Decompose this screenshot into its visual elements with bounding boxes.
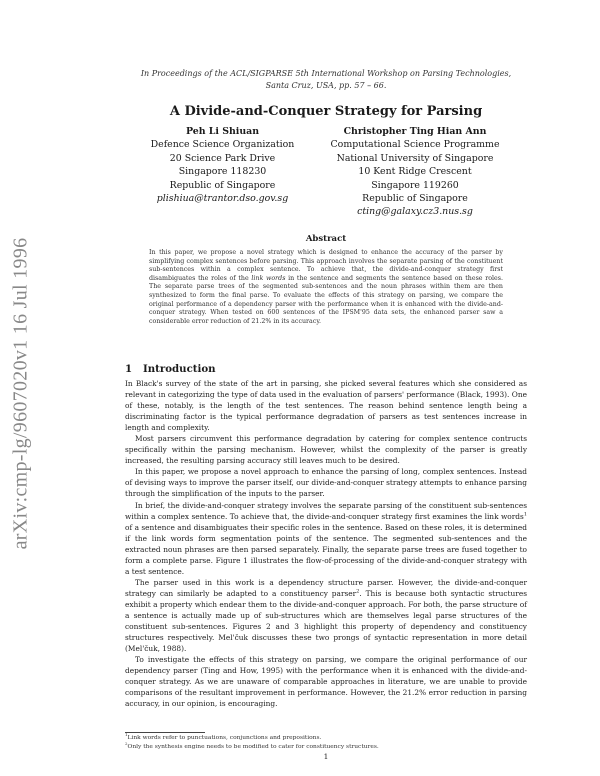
author-affiliation-line: Singapore 119260 — [371, 179, 459, 191]
author-block-2 — [303, 125, 527, 219]
author-affiliation-line: National University of Singapore — [336, 152, 494, 164]
paragraph-text: The parser used in this work is a dependency structure parser. However, the divide-and-conquer strategy can similarly be adapted to a constituency parser — [125, 577, 527, 598]
author-affiliation-line: Singapore 118230 — [178, 166, 267, 178]
footnote — [125, 734, 321, 742]
author-name: Christopher Ting Hian Ann — [343, 126, 487, 137]
author-email: plishiua@trantor.dso.gov.sg — [156, 193, 289, 205]
arxiv-watermark — [6, 208, 36, 578]
section-number: 1 — [125, 363, 133, 375]
abstract-text-part: in the sentence and segments the sentence based on these roles. The separate parse trees of the segmented sub-sentences and the noun phrases within them are then synthesized to form the final parse. To evaluate the effects of this strategy on parsing, we compare the original performance of a dependency parser with the performance when it is enhanced with the divide-and-conquer strategy. When tested on 600 sentences of the IPSM'95 data sets, the enhanced parser saw a considerable error reduction of 21.2% in its accuracy. — [149, 274, 503, 325]
footnote-mark: 2 — [125, 741, 128, 747]
author-name: Peh Li Shiuan — [185, 126, 260, 137]
author-email: cting@galaxy.cz3.nus.sg — [357, 206, 473, 218]
author-block-1 — [125, 125, 320, 205]
section-title: Introduction — [143, 363, 216, 375]
footnote-rule — [125, 732, 205, 733]
paragraph: In Black's survey of the state of the art in parsing, she picked several features which she considered as relevant in categorizing the type of data used in the evaluation of parsers' performance (Black, 1993). One of these, notably, is the length of the test sentences. The reason behind sentence length being a discriminating factor is the typical performance degradation of parsers as test sentences increase in length and complexity. — [125, 379, 527, 433]
footnote — [125, 743, 379, 751]
paragraph-text: . This is because both syntactic structures exhibit a property which endear them to the divide-and-conquer approach. For both, the parse structure of a sentence is actually made up of sub-structures which are themselves legal parse structures of the constituent sub-sentences. Figures 2 and 3 highlight this property of dependency and constituency structures respectively. Mel'čuk discusses these two prongs of syntactic representation in more detail (Mel'čuk, 1988). — [125, 588, 527, 654]
paragraph: To investigate the effects of this strategy on parsing, we compare the original performance of our dependency parser (Ting and How, 1995) with the performance when it is enhanced with the divide-and-conquer strategy. As we are unaware of comparable approaches in literature, we are unable to provide comparisons of the resultant improvement in performance. However, the 21.2% error reduction in parsing accuracy, in our opinion, is encouraging. — [125, 655, 527, 709]
proceedings-line-1: In Proceedings of the ACL/SIGPARSE 5th International Workshop on Parsing Technologies, — [140, 69, 512, 78]
paper-title: A Divide-and-Conquer Strategy for Parsing — [169, 104, 483, 119]
abstract-text-part: In this paper, we propose a novel strategy which is designed to enhance the accuracy of the parser by simplifying complex sentences before parsing. This approach involves the separate parsing of the constituent sub-sentences within a complex sentence. To achieve that, the divide-and-conquer strategy first disambiguates the roles of the — [149, 249, 503, 282]
page-number: 1 — [323, 752, 329, 761]
author-affiliation-line: Defence Science Organization — [150, 139, 295, 151]
introduction-body — [125, 378, 527, 709]
author-affiliation-line: 10 Kent Ridge Crescent — [358, 166, 472, 178]
paragraph-text: of a sentence and disambiguates their specific roles in the sentence. Based on these roles, it is determined if the link words form segmentation points of the sentence. The segmented sub-sentences and the extracted noun phrases are then parsed separately. Finally, the separate parse trees are fused together to form a complete parse. Figure 1 illustrates the flow-of-processing of the divide-and-conquer strategy with a test sentence. — [125, 522, 527, 576]
paragraph-text: In brief, the divide-and-conquer strategy involves the separate parsing of the constituent sub-sentences within a complex sentence. To achieve that, the divide-and-conquer strategy first examines the link words — [125, 500, 527, 521]
author-affiliation-line: Republic of Singapore — [362, 193, 468, 205]
abstract-heading: Abstract — [305, 234, 347, 244]
arxiv-identifier: arXiv:cmp-lg/9607020v1 16 Jul 1996 — [9, 237, 32, 549]
footnote-mark: 1 — [125, 732, 128, 738]
footnote-ref[interactable]: 2 — [356, 588, 360, 595]
paragraph — [125, 577, 527, 654]
footnote-text: Link words refer to punctuations, conjunctions and prepositions. — [127, 735, 322, 741]
author-affiliation-line: 20 Science Park Drive — [169, 152, 276, 164]
proceedings-line-2: Santa Cruz, USA, pp. 57 – 66. — [265, 80, 387, 90]
footnote-text: Only the synthesis engine needs to be modified to cater for constituency structures. — [127, 744, 379, 750]
paragraph — [125, 500, 527, 577]
proceedings-note — [125, 68, 527, 91]
author-affiliation-line: Computational Science Programme — [330, 139, 500, 151]
author-affiliation-line: Republic of Singapore — [169, 179, 276, 191]
section-heading — [125, 363, 216, 375]
abstract-text — [149, 249, 503, 326]
footnote-ref[interactable]: 1 — [523, 511, 527, 518]
abstract-emphasis: link words — [251, 274, 286, 282]
paragraph: In this paper, we propose a novel approach to enhance the parsing of long, complex sentences. Instead of devising ways to improve the parser itself, our divide-and-conquer strategy attempts to enhance parsing through the simplification of the inputs to the parser. — [125, 467, 527, 499]
paragraph: Most parsers circumvent this performance degradation by catering for complex sentence contructs specifically within the parsing mechanism. However, whilst the complexity of the parser is greatly increased, the resulting parsing accuracy still leaves much to be desired. — [125, 434, 527, 466]
